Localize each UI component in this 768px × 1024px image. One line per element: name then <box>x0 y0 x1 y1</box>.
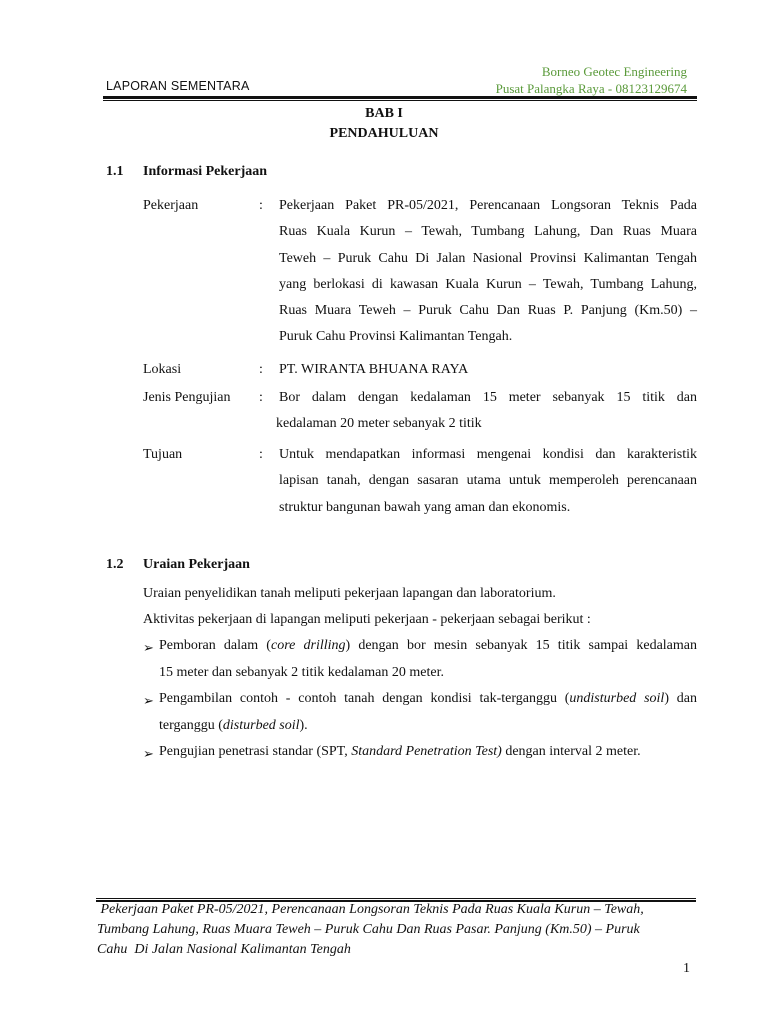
value-line: Untuk mendapatkan informasi mengenai kondisi dan karakteristik <box>279 447 697 462</box>
text-run: Pemboran dalam ( <box>159 638 271 653</box>
value-line: PT. WIRANTA BHUANA RAYA <box>279 362 469 377</box>
text-run: terganggu ( <box>159 717 223 733</box>
value-line: yang berlokasi di kawasan Kuala Kurun – Tewah, Tumbang Lahung, <box>279 276 697 292</box>
value-line: Bor dalam dengan kedalaman 15 meter sebanyak 15 titik dan <box>279 390 697 405</box>
bullet-arrow-icon: ➢ <box>143 746 154 761</box>
text-run: ) dan <box>664 691 697 706</box>
bullet-item <box>159 739 697 766</box>
section-number-1-1: 1.1 <box>106 164 124 179</box>
colon: : <box>259 198 263 213</box>
value-pekerjaan <box>279 193 697 351</box>
italic-term: undisturbed soil <box>569 691 665 706</box>
chapter-title: PENDAHULUAN <box>329 126 439 141</box>
footer-text <box>97 900 697 960</box>
text-run: ). <box>299 717 308 733</box>
colon: : <box>259 390 263 405</box>
bullet-item <box>159 686 697 739</box>
bullet-item <box>159 633 697 686</box>
colon: : <box>259 447 263 462</box>
text-run: ) dengan bor mesin sebanyak 15 titik sampai kedalaman <box>345 638 697 653</box>
value-jenis-pengujian <box>276 385 697 438</box>
text-run: Pengujian penetrasi standar (SPT, <box>159 744 352 759</box>
value-line: Ruas Muara Teweh – Puruk Cahu Dan Ruas P. Panjung (Km.50) – <box>279 303 697 319</box>
value-line: Ruas Kuala Kurun – Tewah, Tumbang Lahung, Dan Ruas Muara <box>279 224 697 240</box>
colon: : <box>259 362 263 377</box>
bullet-arrow-icon: ➢ <box>143 693 154 708</box>
bullet-line <box>159 686 697 713</box>
chapter-number: BAB I <box>365 106 403 121</box>
text-run: Pengambilan contoh - contoh tanah dengan kondisi tak-terganggu ( <box>159 691 570 706</box>
value-line: struktur bangunan bawah yang aman dan ekonomis. <box>279 499 571 515</box>
header-company-name: Borneo Geotec Engineering <box>541 64 687 79</box>
section-number-1-2: 1.2 <box>106 557 124 572</box>
value-line: lapisan tanah, dengan sasaran utama untuk memperoleh perencanaan <box>279 473 697 489</box>
italic-term: Standard Penetration Test) <box>351 744 502 759</box>
italic-term: core drilling <box>270 638 346 653</box>
section-title-uraian: Uraian Pekerjaan <box>143 557 250 572</box>
label-tujuan: Tujuan <box>143 447 183 462</box>
bullet-line <box>159 713 697 740</box>
bullet-line <box>159 633 697 660</box>
section-title-informasi: Informasi Pekerjaan <box>143 164 268 179</box>
bullet-line <box>159 739 697 766</box>
footer-line: Cahu Di Jalan Nasional Kalimantan Tengah <box>97 942 351 957</box>
value-lokasi <box>279 357 697 383</box>
bullet-line: 15 meter dan sebanyak 2 titik kedalaman 20 meter. <box>159 664 444 680</box>
footer-line: Pekerjaan Paket PR-05/2021, Perencanaan Longsoran Teknis Pada Ruas Kuala Kurun – Tewah, <box>97 902 644 917</box>
header-divider <box>103 96 697 101</box>
value-tujuan <box>279 442 697 521</box>
italic-term: disturbed soil <box>222 717 300 733</box>
label-lokasi: Lokasi <box>143 362 182 377</box>
value-line: Pekerjaan Paket PR-05/2021, Perencanaan Longsoran Teknis Pada <box>279 198 697 213</box>
label-pekerjaan: Pekerjaan <box>143 198 199 213</box>
bullet-arrow-icon: ➢ <box>143 640 154 655</box>
value-line: Puruk Cahu Provinsi Kalimantan Tengah. <box>279 329 513 345</box>
header-left-title: LAPORAN SEMENTARA <box>106 79 250 93</box>
paragraph-aktivitas: Aktivitas pekerjaan di lapangan meliputi pekerjaan - pekerjaan sebagai berikut : <box>143 612 591 627</box>
footer-line: Tumbang Lahung, Ruas Muara Teweh – Puruk Cahu Dan Ruas Pasar. Panjung (Km.50) – Puruk <box>97 922 640 937</box>
text-run: dengan interval 2 meter. <box>501 744 641 759</box>
header-company-contact: Pusat Palangka Raya - 08123129674 <box>495 81 687 96</box>
paragraph-uraian: Uraian penyelidikan tanah meliputi pekerjaan lapangan dan laboratorium. <box>143 586 556 601</box>
value-line: Teweh – Puruk Cahu Di Jalan Nasional Provinsi Kalimantan Tengah <box>279 250 697 266</box>
label-jenis-pengujian: Jenis Pengujian <box>143 390 231 405</box>
value-line: kedalaman 20 meter sebanyak 2 titik <box>276 416 482 432</box>
page-number: 1 <box>683 961 690 976</box>
